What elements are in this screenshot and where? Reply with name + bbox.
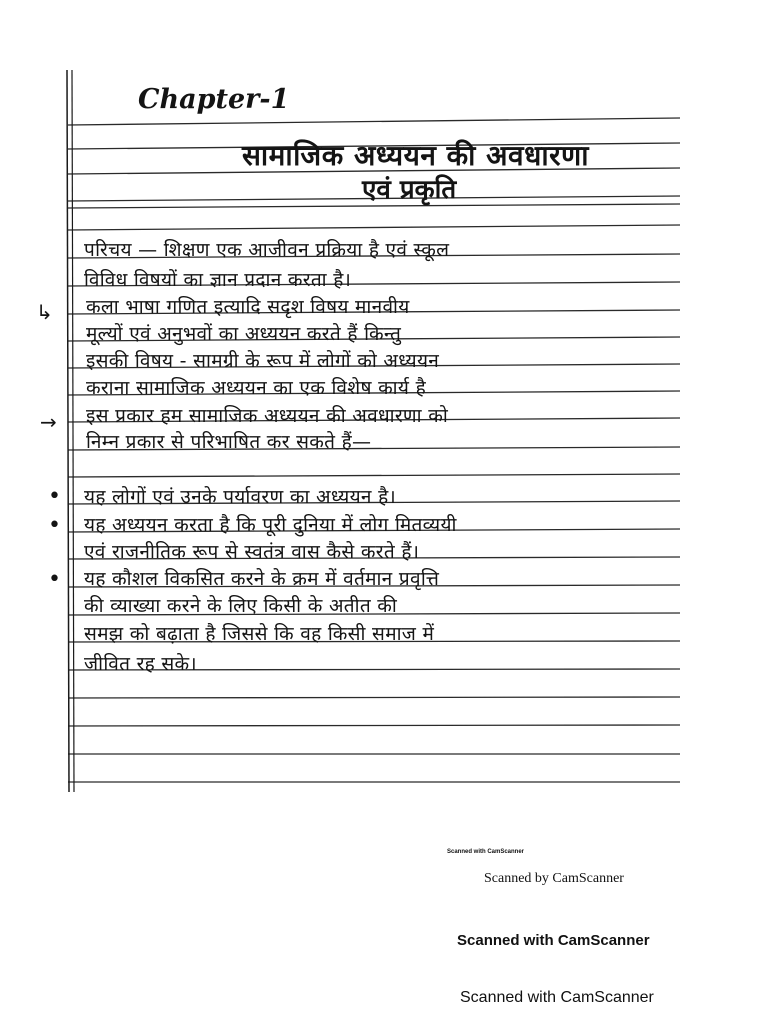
bullet-line: यह कौशल विकसित करने के क्रम में वर्तमान प्रवृत्ति [84, 568, 440, 590]
camscanner-watermark-bold: Scanned with CamScanner [457, 932, 650, 949]
intro-line: निम्न प्रकार से परिभाषित कर सकते हैं— [86, 431, 372, 453]
chapter-title-line-2: एवं प्रकृति [362, 175, 457, 205]
intro-line: विविध विषयों का ज्ञान प्रदान करता है। [84, 269, 352, 291]
intro-line: कला भाषा गणित इत्यादि सदृश विषय मानवीय [86, 296, 410, 318]
bullet-line: समझ को बढ़ाता है जिससे कि वह किसी समाज में [84, 623, 435, 645]
bullet-line: एवं राजनीतिक रूप से स्वतंत्र वास कैसे करते हैं। [84, 541, 420, 563]
bullet-dot-icon: • [48, 484, 61, 509]
camscanner-watermark-small: Scanned with CamScanner [447, 849, 525, 855]
intro-line: इसकी विषय - सामग्री के रूप में लोगों को अध्ययन [86, 350, 440, 372]
margin-lines [67, 70, 74, 792]
bullet-dot-icon: • [48, 513, 61, 538]
bullet-line: यह लोगों एवं उनके पर्यावरण का अध्ययन है। [84, 486, 396, 508]
intro-line: कराना सामाजिक अध्ययन का एक विशेष कार्य है [86, 377, 426, 399]
chapter-heading: Chapter-1 [138, 84, 290, 115]
bullet-line: की व्याख्या करने के लिए किसी के अतीत की [84, 595, 398, 617]
margin-arrow-icon: ↳ [36, 300, 53, 324]
chapter-title-line-1: सामाजिक अध्ययन की अवधारणा [242, 139, 590, 172]
bullet-dot-icon: • [48, 567, 61, 592]
margin-arrow-icon: → [40, 410, 57, 434]
intro-line: मूल्यों एवं अनुभवों का अध्ययन करते हैं किन्तु [86, 323, 402, 345]
camscanner-watermark-serif: Scanned by CamScanner [484, 871, 624, 886]
bullet-line: यह अध्ययन करता है कि पूरी दुनिया में लोग मितव्ययी [84, 514, 457, 536]
intro-line: इस प्रकार हम सामाजिक अध्ययन की अवधारणा को [86, 405, 449, 427]
intro-line: परिचय — शिक्षण एक आजीवन प्रक्रिया है एवं स्कूल [84, 239, 450, 261]
camscanner-watermark-plain: Scanned with CamScanner [460, 989, 654, 1006]
bullet-line: जीवित रह सके। [84, 653, 197, 675]
